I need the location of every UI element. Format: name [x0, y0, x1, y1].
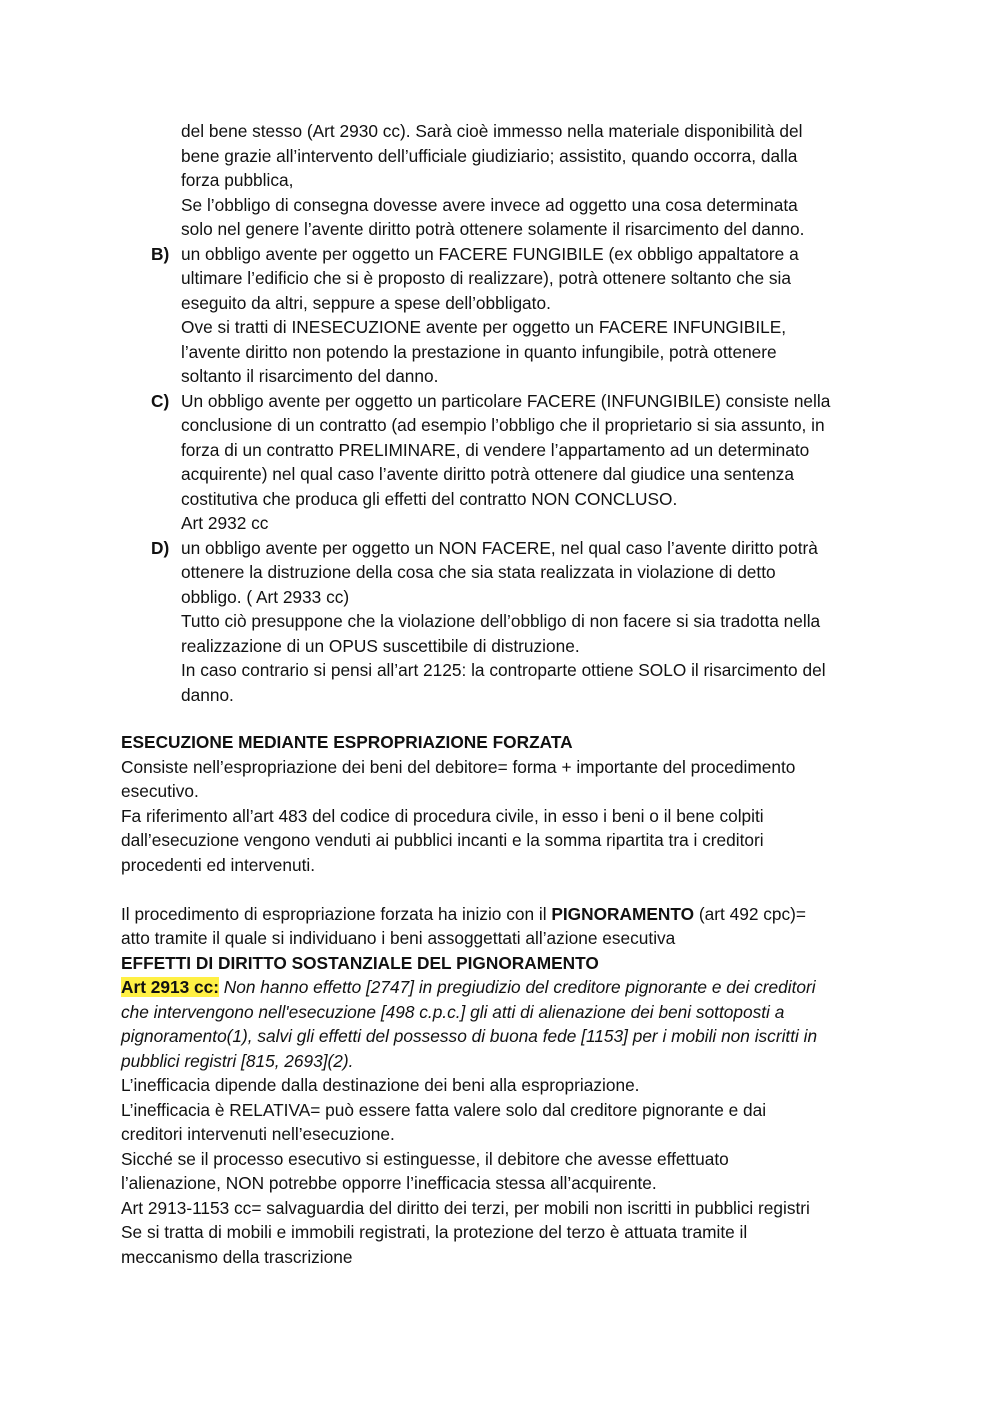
text-line: forza pubblica, [181, 170, 294, 190]
list-item-b [181, 242, 901, 389]
text-line: Consiste nell’espropriazione dei beni del debitore= forma + importante del procedimento [121, 756, 796, 777]
text-line: un obbligo avente per oggetto un NON FACERE, nel qual caso l’avente diritto potrà [181, 537, 818, 558]
article-line [121, 975, 901, 1000]
text-line: solo nel genere l’avente diritto potrà ottenere solamente il risarcimento del danno. [181, 219, 805, 239]
text-line: dall’esecuzione vengono venduti ai pubblici incanti e la somma ripartita tra i creditori [121, 830, 764, 850]
text-line: l’avente diritto non potendo la prestazione in quanto infungibile, potrà ottenere [181, 341, 777, 362]
text-line: Un obbligo avente per oggetto un particolare FACERE (INFUNGIBILE) consiste nella [181, 390, 831, 411]
section-heading: EFFETTI DI DIRITTO SOSTANZIALE DEL PIGNORAMENTO [121, 952, 599, 973]
text-line: Art 2913-1153 cc= salvaguardia del diritto dei terzi, per mobili non iscritti in pubblici registri [121, 1197, 810, 1218]
pignoramento-term: PIGNORAMENTO [551, 903, 695, 924]
article-text-line: pignoramento(1), salvi gli effetti del possesso di buona fede [1153] per i mobili non iscritti in [121, 1026, 818, 1046]
pignoramento-line [121, 902, 901, 927]
text-line: conclusione di un contratto (ad esempio l’obbligo che il proprietario si sia assunto, in [181, 415, 825, 435]
list-item-d [181, 536, 901, 708]
list-marker-d: D) [151, 537, 170, 558]
text-line: bene grazie all’intervento dell’ufficiale giudiziario; assistito, quando occorra, dalla [181, 145, 798, 166]
text-line: Art 2932 cc [181, 513, 269, 533]
text-line: Se si tratta di mobili e immobili registrati, la protezione del terzo è attuata tramite il [121, 1222, 748, 1242]
text-line: costitutiva che produca gli effetti del contratto NON CONCLUSO. [181, 488, 678, 509]
text-line: soltanto il risarcimento del danno. [181, 366, 439, 386]
section-heading: ESECUZIONE MEDIANTE ESPROPRIAZIONE FORZATA [121, 732, 573, 752]
text-line: Fa riferimento all’art 483 del codice di procedura civile, in esso i beni o il bene colpiti [121, 805, 764, 826]
text-line: Se l’obbligo di consegna dovesse avere invece ad oggetto una cosa determinata [181, 194, 798, 215]
text-line: ultimare l’edificio che si è proposto di realizzare), potrà ottenere soltanto che sia [181, 268, 791, 288]
text-line: Tutto ciò presuppone che la violazione dell’obbligo di non facere si sia tradotta nella [181, 611, 821, 631]
text-line: danno. [181, 684, 234, 705]
text-line: Sicché se il processo esecutivo si estinguesse, il debitore che avesse effettuato [121, 1148, 729, 1169]
list-item-c [181, 389, 901, 536]
text-line: atto tramite il quale si individuano i beni assoggettati all’azione esecutiva [121, 928, 676, 948]
text-line: l’alienazione, NON potrebbe opporre l’inefficacia stessa all’acquirente. [121, 1173, 657, 1193]
text-line: forza di un contratto PRELIMINARE, di vendere l’appartamento ad un determinato [181, 439, 810, 460]
list-marker-b: B) [151, 243, 170, 264]
text-line: esecutivo. [121, 781, 199, 801]
section-espropriazione [121, 730, 901, 1269]
text-line: acquirente) nel qual caso l’avente diritto potrà ottenere dal giudice una sentenza [181, 464, 794, 484]
text-line: ottenere la distruzione della cosa che sia stata realizzata in violazione di detto [181, 562, 776, 582]
pignoramento-ref: (art 492 cpc)= [694, 903, 806, 924]
text-line: L’inefficacia è RELATIVA= può essere fatta valere solo dal creditore pignorante e dai [121, 1099, 767, 1120]
blank-line [121, 877, 901, 902]
text-line: meccanismo della trascrizione [121, 1246, 353, 1267]
article-label-highlight: Art 2913 cc: [121, 977, 219, 997]
pignoramento-intro: Il procedimento di espropriazione forzata ha inizio con il [121, 903, 552, 924]
text-line: Ove si tratti di INESECUZIONE avente per oggetto un FACERE INFUNGIBILE, [181, 317, 787, 337]
text-line: realizzazione di un OPUS suscettibile di distruzione. [181, 635, 580, 656]
list-item-a-continued [181, 119, 901, 242]
text-line: creditori intervenuti nell’esecuzione. [121, 1124, 395, 1144]
article-text-line: pubblici registri [815, 2693](2). [121, 1050, 354, 1071]
text-line: procedenti ed intervenuti. [121, 854, 316, 875]
text-line: obbligo. ( Art 2933 cc) [181, 586, 350, 607]
list-marker-c: C) [151, 390, 170, 411]
article-text-line: che intervengono nell'esecuzione [498 c.p.c.] gli atti di alienazione dei beni sottoposti a [121, 1001, 785, 1022]
text-line: eseguito da altri, seppure a spese dell’obbligato. [181, 292, 551, 313]
text-line: L’inefficacia dipende dalla destinazione dei beni alla espropriazione. [121, 1075, 640, 1095]
text-line: un obbligo avente per oggetto un FACERE FUNGIBILE (ex obbligo appaltatore a [181, 243, 799, 264]
article-text: Non hanno effetto [2747] in pregiudizio del creditore pignorante e dei creditori [218, 977, 816, 997]
text-line: In caso contrario si pensi all’art 2125: la controparte ottiene SOLO il risarcimento del [181, 660, 826, 680]
text-line: del bene stesso (Art 2930 cc). Sarà cioè immesso nella materiale disponibilità del [181, 121, 803, 141]
